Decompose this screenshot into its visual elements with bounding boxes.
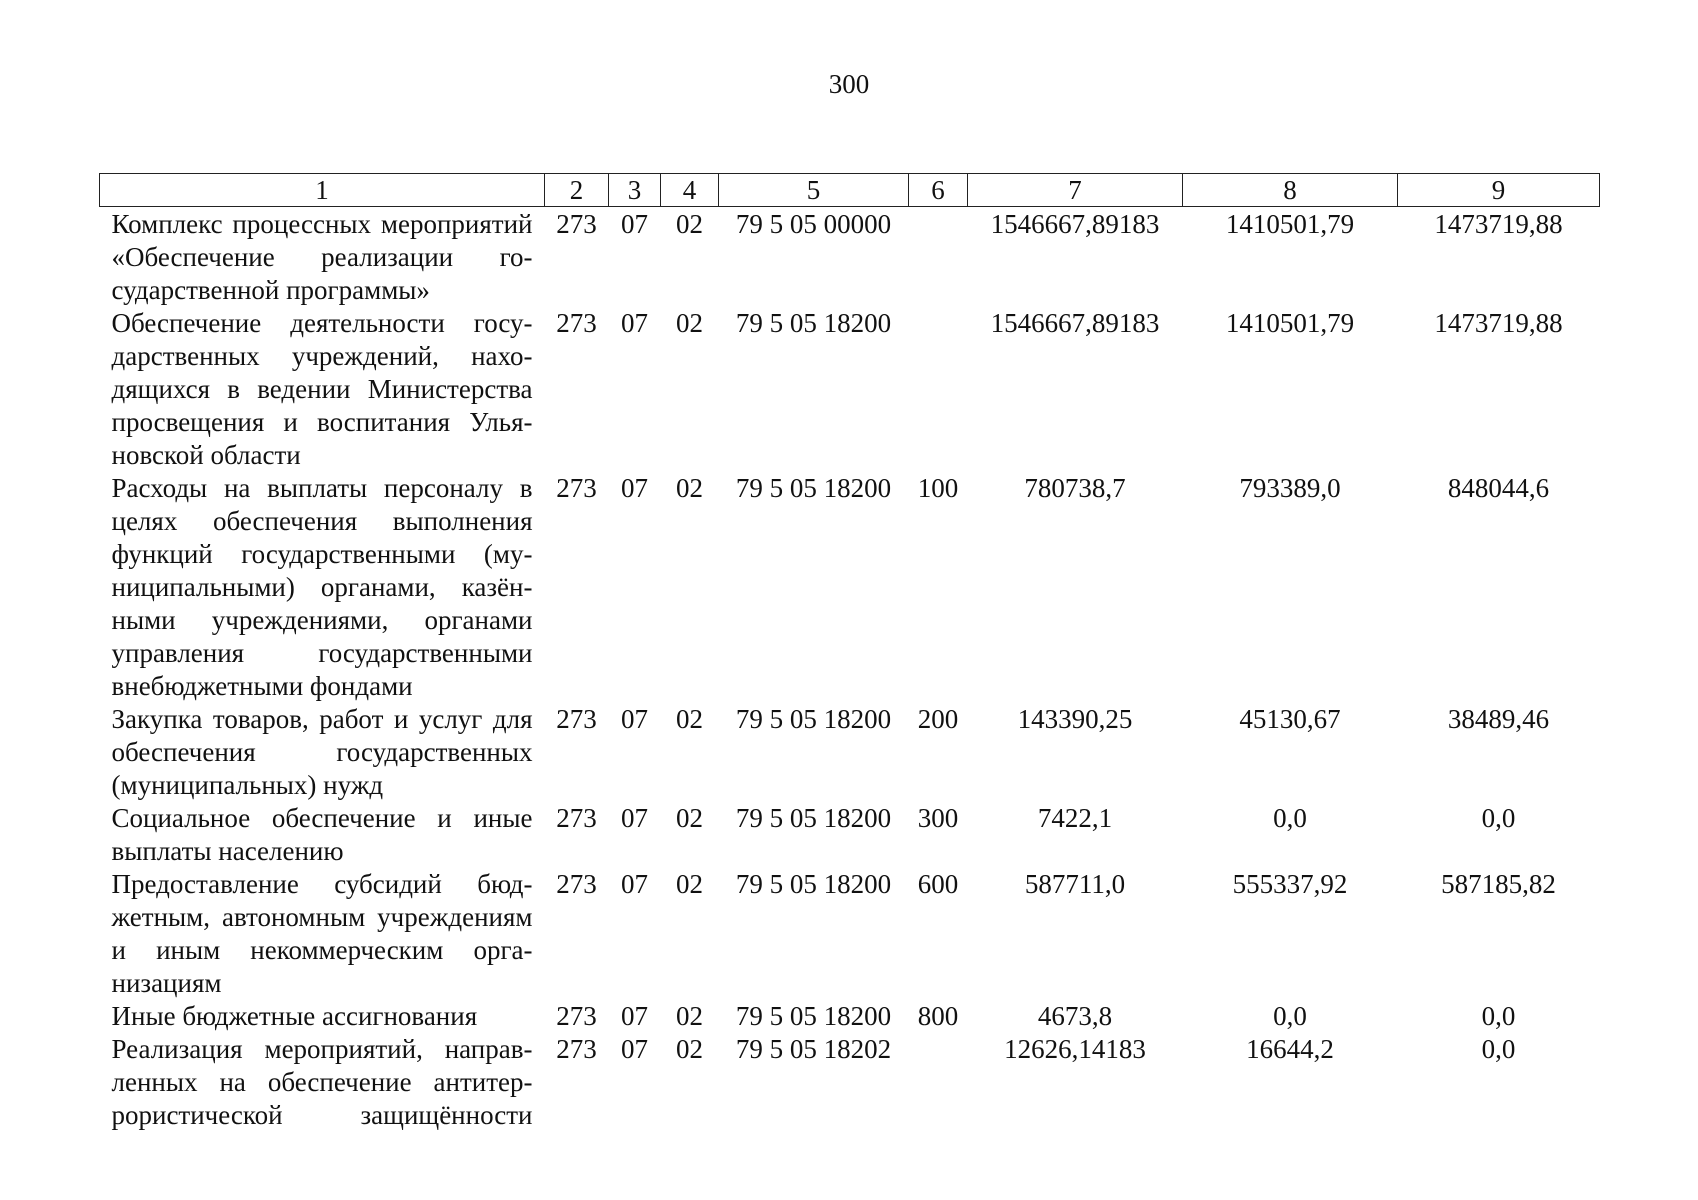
row-col-2: 273: [556, 803, 597, 833]
row-col-2: 273: [556, 1001, 597, 1031]
row-col-3: 07: [621, 704, 648, 734]
row-col-4: 02: [676, 1001, 703, 1031]
row-col-7: 1546667,89183: [990, 308, 1160, 338]
row-col-8: 555337,92: [1232, 869, 1348, 899]
row-col-5: 79 5 05 00000: [735, 209, 892, 239]
row-col-3: 07: [621, 1034, 648, 1064]
row-name: Предоставление субсидий бюджетным, автономным учреждениям и иным некоммерческим организациям: [111, 869, 533, 998]
row-col-9: 1473719,88: [1434, 308, 1563, 338]
row-col-2: 273: [556, 308, 597, 338]
row-col-9: 0,0: [1481, 803, 1516, 833]
budget-table: [99, 173, 1600, 1132]
row-col-7: 587711,0: [1024, 869, 1126, 899]
row-col-2: 273: [556, 704, 597, 734]
row-col-4: 02: [676, 803, 703, 833]
row-name: Реализация мероприятий, направленных на обеспечение антитеррористической защищённости: [111, 1034, 533, 1130]
table-row: [100, 802, 1600, 868]
row-col-6: 100: [917, 473, 959, 503]
header-col-3: 3: [609, 174, 661, 207]
page-number: 300: [828, 69, 870, 99]
table-row: [100, 1033, 1600, 1132]
header-col-9: 9: [1398, 174, 1600, 207]
row-col-3: 07: [621, 1001, 648, 1031]
row-col-8: 1410501,79: [1225, 209, 1355, 239]
row-col-5: 79 5 05 18200: [735, 803, 892, 833]
row-name: Обеспечение деятельности государственных учреждений, находящихся в ведении Министерства просвещения и воспитания Ульяновской области: [111, 308, 533, 470]
row-col-4: 02: [676, 869, 703, 899]
row-name: Комплекс процессных мероприятий «Обеспечение реализации государственной программы»: [111, 209, 533, 305]
table-row: [100, 207, 1600, 308]
row-col-6: [909, 1033, 968, 1132]
row-col-5: 79 5 05 18200: [735, 308, 892, 338]
row-name: Закупка товаров, работ и услуг для обеспечения государственных (муниципальных) нужд: [111, 704, 533, 800]
header-col-8: 8: [1183, 174, 1398, 207]
row-col-6: 200: [917, 704, 959, 734]
row-name: Социальное обеспечение и иные выплаты населению: [111, 803, 533, 866]
row-col-8: 0,0: [1273, 1001, 1307, 1031]
table-row: [100, 472, 1600, 703]
row-col-4: 02: [676, 308, 703, 338]
table-row: [100, 868, 1600, 1000]
row-col-3: 07: [621, 803, 648, 833]
row-col-4: 02: [676, 209, 703, 239]
row-col-5: 79 5 05 18202: [735, 1034, 892, 1064]
table-row: [100, 1000, 1600, 1033]
header-col-5: 5: [719, 174, 909, 207]
row-col-5: 79 5 05 18200: [735, 473, 892, 503]
row-col-8: 45130,67: [1239, 704, 1341, 734]
row-col-5: 79 5 05 18200: [735, 869, 892, 899]
row-name: Иные бюджетные ассигнования: [111, 1001, 478, 1031]
header-col-7: 7: [968, 174, 1183, 207]
row-col-9: 587185,82: [1441, 869, 1556, 899]
row-col-2: 273: [556, 1034, 597, 1064]
row-col-8: 1410501,79: [1225, 308, 1355, 338]
row-col-3: 07: [621, 869, 648, 899]
row-col-9: 1473719,88: [1434, 209, 1563, 239]
row-col-6: [909, 207, 968, 308]
row-col-2: 273: [556, 473, 597, 503]
row-col-7: 1546667,89183: [990, 209, 1160, 239]
row-name: Расходы на выплаты персоналу в целях обеспечения выполнения функций государственными (муниципальными) органами, казёнными учреждениями, органами управления государственными внебюджетными фондами: [111, 473, 533, 701]
row-col-8: 793389,0: [1239, 473, 1341, 503]
row-col-9: 848044,6: [1447, 473, 1550, 503]
row-col-7: 4673,8: [1037, 1001, 1113, 1031]
row-col-7: 12626,14183: [1004, 1034, 1146, 1064]
row-col-9: 0,0: [1481, 1034, 1516, 1064]
header-col-6: 6: [909, 174, 968, 207]
row-col-4: 02: [676, 1034, 703, 1064]
row-col-7: 143390,25: [1017, 704, 1133, 734]
row-col-6: 800: [917, 1001, 959, 1031]
row-col-5: 79 5 05 18200: [735, 1001, 892, 1031]
table-row: [100, 703, 1600, 802]
row-col-3: 07: [621, 473, 648, 503]
table-header-row: [100, 174, 1600, 207]
row-col-5: 79 5 05 18200: [735, 704, 892, 734]
row-col-8: 0,0: [1273, 803, 1307, 833]
row-col-9: 38489,46: [1447, 704, 1550, 734]
row-col-9: 0,0: [1481, 1001, 1516, 1031]
row-col-2: 273: [556, 209, 597, 239]
row-col-2: 273: [556, 869, 597, 899]
row-col-8: 16644,2: [1246, 1034, 1334, 1064]
header-col-2: 2: [545, 174, 609, 207]
row-col-3: 07: [621, 308, 648, 338]
row-col-3: 07: [621, 209, 648, 239]
header-col-1: 1: [100, 174, 545, 207]
row-col-7: 7422,1: [1037, 803, 1113, 833]
row-col-6: [909, 307, 968, 472]
table-row: [100, 307, 1600, 472]
header-col-4: 4: [661, 174, 719, 207]
row-col-4: 02: [676, 704, 703, 734]
row-col-6: 600: [917, 869, 959, 899]
row-col-4: 02: [676, 473, 703, 503]
row-col-6: 300: [917, 803, 959, 833]
row-col-7: 780738,7: [1024, 473, 1126, 503]
